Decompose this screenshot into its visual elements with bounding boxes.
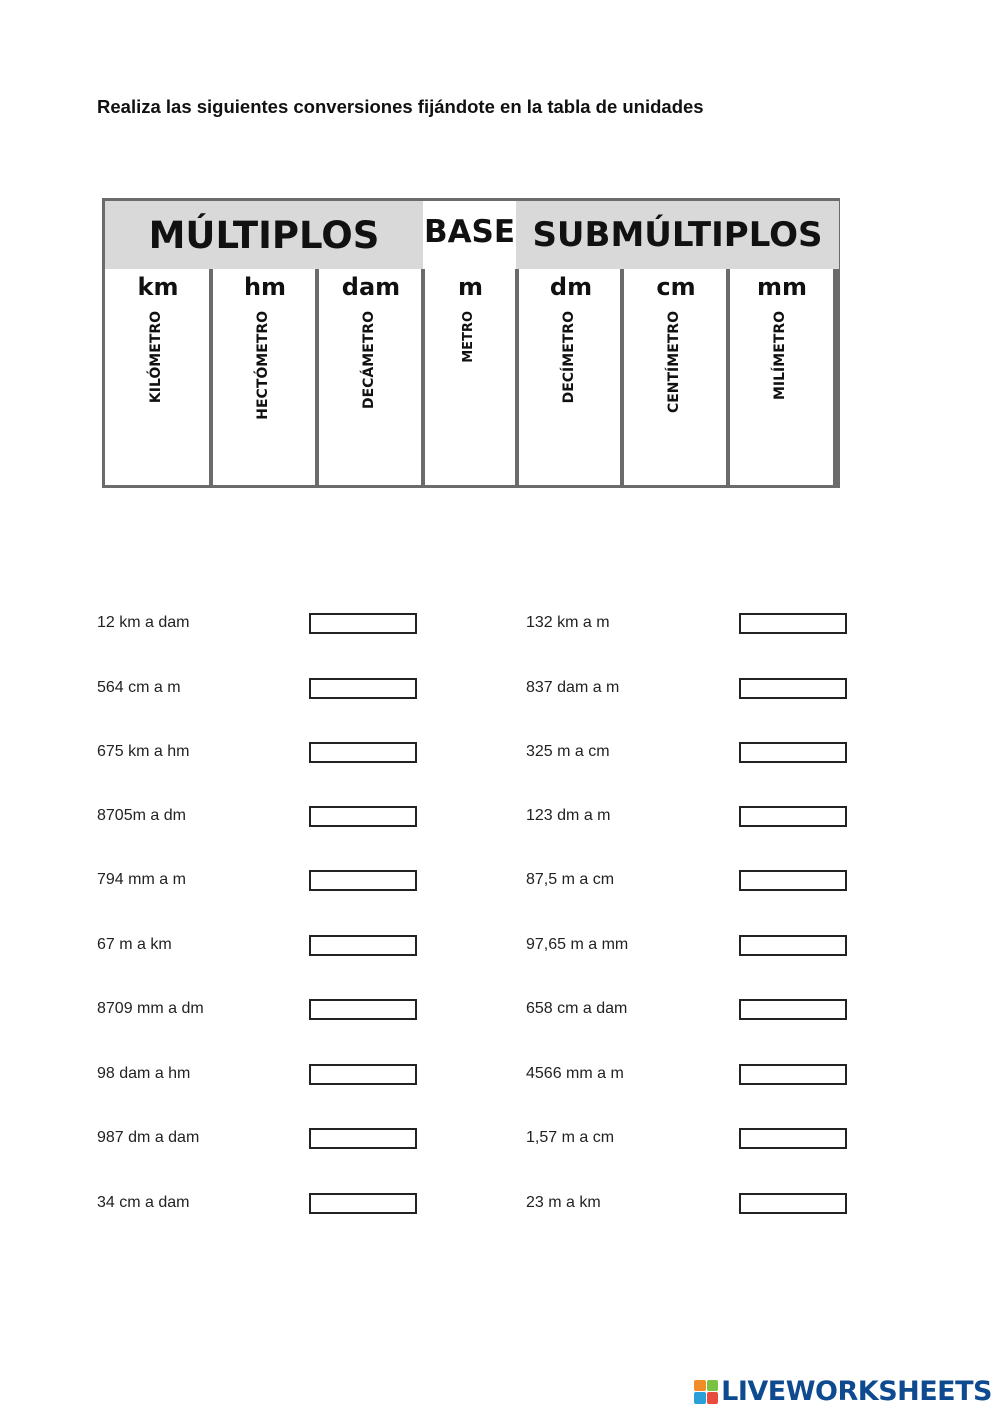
answer-input[interactable] xyxy=(309,742,417,763)
answer-input[interactable] xyxy=(739,613,847,634)
answer-input[interactable] xyxy=(309,1193,417,1214)
answer-input[interactable] xyxy=(739,806,847,827)
answer-input[interactable] xyxy=(739,999,847,1020)
answer-input[interactable] xyxy=(739,870,847,891)
unit-column-km xyxy=(105,269,211,485)
exercise-label: 123 dm a m xyxy=(526,807,611,824)
exercise-label: 658 cm a dam xyxy=(526,1000,628,1017)
unit-name: CENTÍMETRO xyxy=(666,311,682,414)
unit-abbr: hm xyxy=(243,273,287,301)
unit-column-dam xyxy=(319,269,423,485)
answer-input[interactable] xyxy=(739,1128,847,1149)
unit-abbr: m xyxy=(457,273,483,301)
answer-input[interactable] xyxy=(309,1064,417,1085)
unit-column-m xyxy=(425,269,516,485)
answer-input[interactable] xyxy=(309,1128,417,1149)
base-header: BASE xyxy=(423,201,516,263)
unit-column-hm xyxy=(213,269,317,485)
exercise-label: 34 cm a dam xyxy=(97,1194,190,1211)
column-divider xyxy=(833,269,837,485)
exercise-label: 794 mm a m xyxy=(97,871,186,888)
unit-abbr: mm xyxy=(756,273,807,301)
exercise-label: 675 km a hm xyxy=(97,743,190,760)
answer-input[interactable] xyxy=(309,806,417,827)
answer-input[interactable] xyxy=(739,742,847,763)
exercise-label: 8709 mm a dm xyxy=(97,1000,204,1017)
exercise-label: 132 km a m xyxy=(526,614,610,631)
answer-input[interactable] xyxy=(309,870,417,891)
exercise-label: 87,5 m a cm xyxy=(526,871,615,888)
multiplos-header: MÚLTIPLOS xyxy=(105,201,423,269)
exercise-label: 4566 mm a m xyxy=(526,1065,624,1082)
answer-input[interactable] xyxy=(309,678,417,699)
answer-input[interactable] xyxy=(309,613,417,634)
exercise-label: 12 km a dam xyxy=(97,614,190,631)
exercise-label: 837 dam a m xyxy=(526,679,620,696)
answer-input[interactable] xyxy=(309,999,417,1020)
unit-abbr: dm xyxy=(549,273,593,301)
brand-name: LIVEWORKSHEETS xyxy=(721,1376,992,1407)
exercise-label: 1,57 m a cm xyxy=(526,1129,615,1146)
unit-name: METRO xyxy=(460,311,476,363)
answer-input[interactable] xyxy=(309,935,417,956)
answer-input[interactable] xyxy=(739,678,847,699)
unit-abbr: dam xyxy=(341,273,401,301)
unit-name: MILÍMETRO xyxy=(772,311,788,400)
answer-input[interactable] xyxy=(739,935,847,956)
unit-abbr: cm xyxy=(656,273,696,301)
exercise-label: 67 m a km xyxy=(97,936,172,953)
exercise-label: 23 m a km xyxy=(526,1194,601,1211)
exercise-label: 98 dam a hm xyxy=(97,1065,191,1082)
unit-column-cm xyxy=(624,269,728,485)
exercise-label: 564 cm a m xyxy=(97,679,181,696)
unit-name: DECÁMETRO xyxy=(361,311,377,410)
exercise-label: 97,65 m a mm xyxy=(526,936,629,953)
liveworksheets-logo-icon xyxy=(694,1380,718,1404)
unit-column-mm xyxy=(730,269,834,485)
unit-column-dm xyxy=(519,269,623,485)
answer-input[interactable] xyxy=(739,1064,847,1085)
unit-abbr: km xyxy=(137,273,179,301)
submultiplos-header: SUBMÚLTIPLOS xyxy=(516,201,839,269)
units-table xyxy=(102,198,840,488)
exercise-label: 8705m a dm xyxy=(97,807,186,824)
answer-input[interactable] xyxy=(739,1193,847,1214)
liveworksheets-logo[interactable] xyxy=(694,1376,992,1407)
unit-name: KILÓMETRO xyxy=(148,311,164,404)
instruction-heading: Realiza las siguientes conversiones fijándote en la tabla de unidades xyxy=(97,96,704,117)
exercise-label: 325 m a cm xyxy=(526,743,610,760)
unit-name: HECTÓMETRO xyxy=(255,311,271,420)
exercise-label: 987 dm a dam xyxy=(97,1129,200,1146)
unit-name: DECÍMETRO xyxy=(561,311,577,404)
